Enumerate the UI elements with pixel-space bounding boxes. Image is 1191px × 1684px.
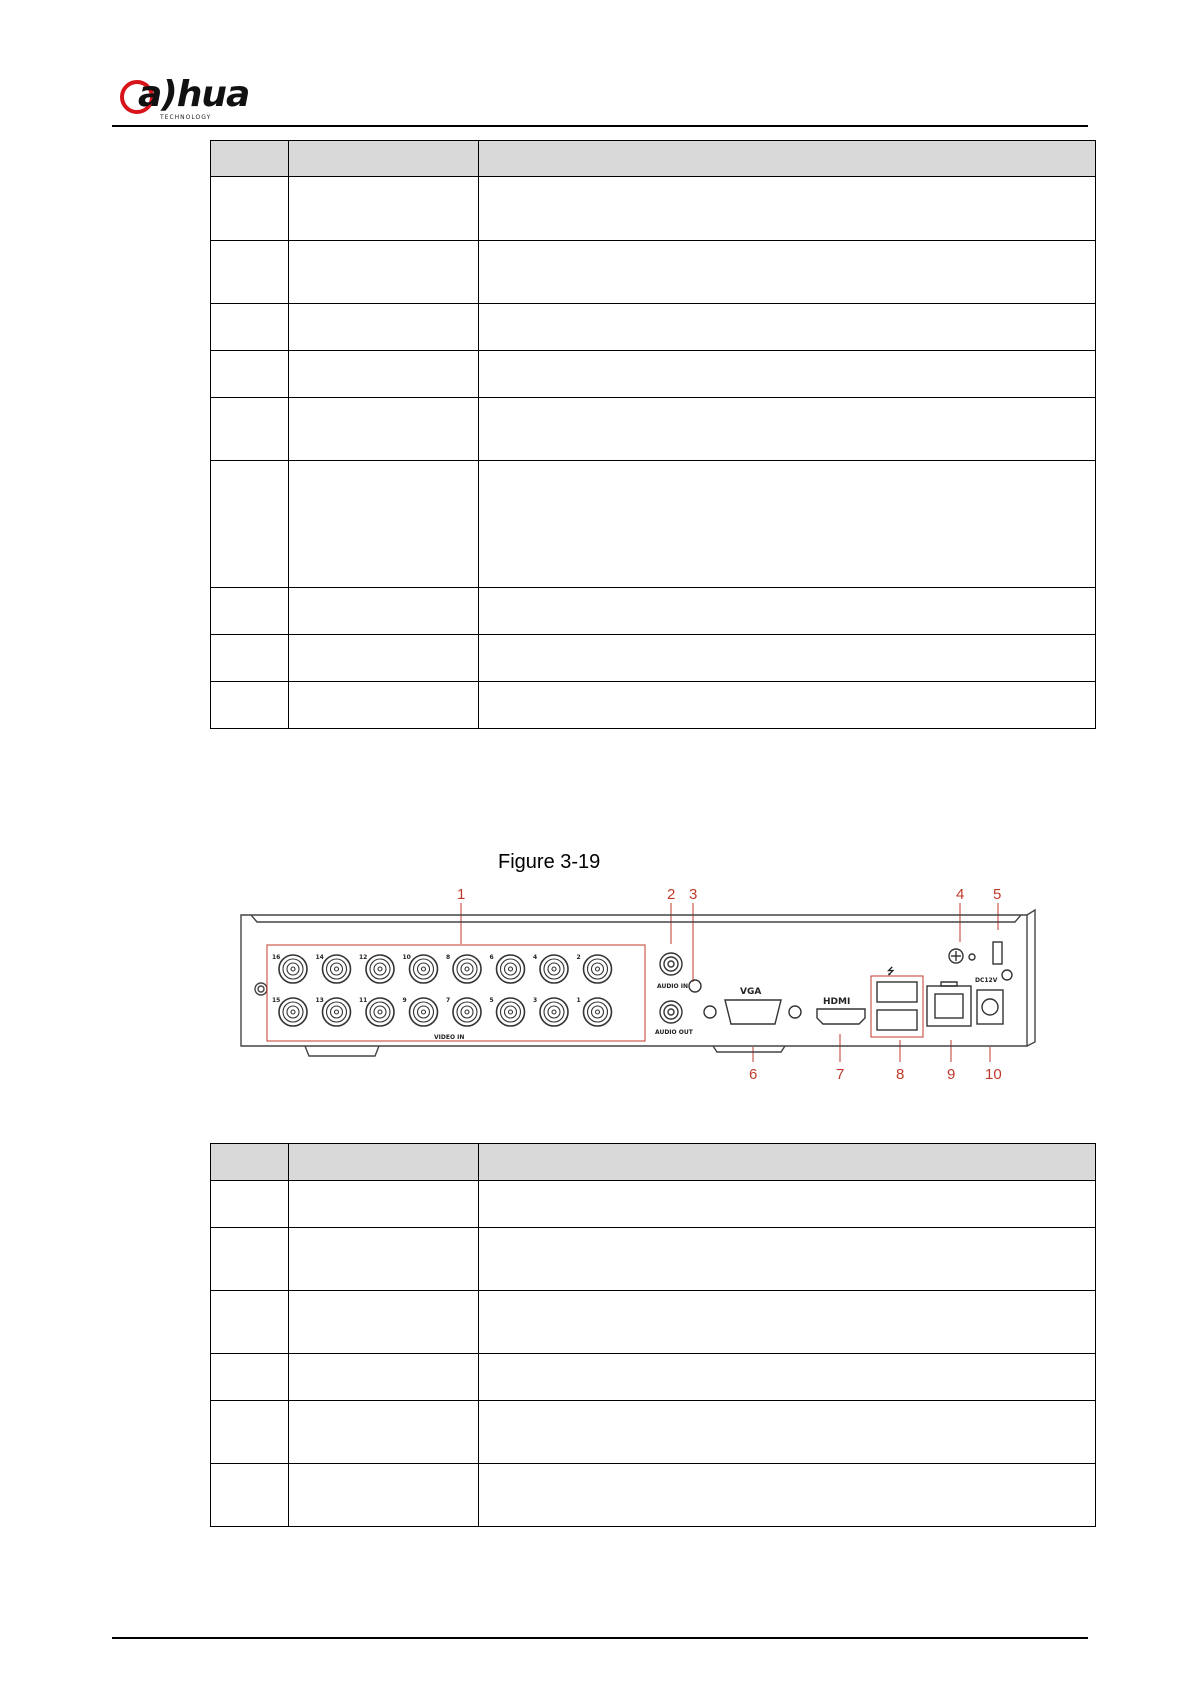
callout-10: 10: [985, 1066, 1002, 1083]
table-row: [211, 398, 1096, 461]
cell: [211, 177, 289, 241]
cell: [211, 682, 289, 729]
bnc-channel-number: 15: [272, 997, 281, 1004]
figure-caption: Figure 3-19: [498, 851, 601, 873]
bnc-channel-number: 9: [402, 997, 407, 1004]
cell: [289, 1401, 479, 1464]
table-row: [211, 177, 1096, 241]
cell: [289, 1354, 479, 1401]
bnc-connector-icon: [422, 1010, 426, 1014]
header-cell: [211, 141, 289, 177]
bnc-connector-icon: [335, 1010, 339, 1014]
cell: [289, 461, 479, 588]
logo-text: a)hua: [138, 74, 250, 115]
bnc-connector-icon: [596, 967, 600, 971]
bnc-connector-icon: [457, 959, 477, 979]
dahua-logo: [120, 74, 260, 122]
cell: [211, 1401, 289, 1464]
table-row: [211, 1354, 1096, 1401]
header-cell: [289, 141, 479, 177]
cell: [211, 1228, 289, 1291]
bnc-connector-icon: [287, 1006, 299, 1018]
vga-label: VGA: [740, 987, 762, 997]
bnc-connector-icon: [287, 963, 299, 975]
cell: [479, 1401, 1096, 1464]
table-row: [211, 1291, 1096, 1354]
bnc-connector-icon: [414, 1002, 434, 1022]
table-row: [211, 241, 1096, 304]
video-in-label: VIDEO IN: [434, 1034, 465, 1041]
cell: [289, 351, 479, 398]
hdmi-label: HDMI: [823, 997, 851, 1007]
bnc-connector-icon: [548, 1006, 560, 1018]
audio-in-label: AUDIO IN: [657, 983, 688, 990]
bnc-connector-icon: [418, 1006, 430, 1018]
cell: [479, 461, 1096, 588]
usb-icon: ⭍: [887, 967, 895, 977]
bnc-connector-icon: [592, 963, 604, 975]
callout-2: 2: [667, 886, 676, 903]
cell: [211, 1354, 289, 1401]
bnc-connector-icon: [465, 967, 469, 971]
cell: [289, 1464, 479, 1527]
cell: [211, 461, 289, 588]
bnc-connector-icon: [548, 963, 560, 975]
bnc-connector-icon: [544, 1002, 564, 1022]
bnc-connector-icon: [335, 967, 339, 971]
bnc-connector-icon: [588, 959, 608, 979]
bnc-connector-icon: [509, 967, 513, 971]
hdmi-port: [817, 1009, 865, 1024]
bnc-channel-number: 1: [576, 997, 581, 1004]
bnc-connector-icon: [291, 967, 295, 971]
cell: [479, 351, 1096, 398]
bnc-connector-icon: [457, 1002, 477, 1022]
cell: [479, 1181, 1096, 1228]
callout-1: 1: [457, 886, 466, 903]
cell: [479, 241, 1096, 304]
usb-ports: [877, 982, 917, 1030]
cell: [289, 588, 479, 635]
callout-5: 5: [993, 886, 1002, 903]
cell: [289, 682, 479, 729]
cell: [289, 398, 479, 461]
cell: [289, 1291, 479, 1354]
cell: [211, 304, 289, 351]
cell: [479, 1228, 1096, 1291]
ground-screw: [949, 949, 975, 963]
callout-6: 6: [749, 1066, 758, 1083]
bnc-connector-icon: [414, 959, 434, 979]
bnc-connector-icon: [327, 959, 347, 979]
bnc-channel-number: 14: [315, 954, 324, 961]
cell: [479, 1291, 1096, 1354]
bnc-connector-icon: [331, 1006, 343, 1018]
table-row: [211, 1464, 1096, 1527]
usb-group: [871, 976, 923, 1037]
cell: [211, 635, 289, 682]
bnc-connector-icon: [505, 1006, 517, 1018]
cell: [211, 1464, 289, 1527]
callout-7: 7: [836, 1066, 845, 1083]
cell: [289, 241, 479, 304]
bnc-connector-icon: [374, 963, 386, 975]
bnc-connector-icon: [552, 967, 556, 971]
bnc-connector-icon: [291, 1010, 295, 1014]
audio-out-label: AUDIO OUT: [655, 1029, 693, 1036]
bnc-channel-number: 4: [533, 954, 538, 961]
bnc-channel-number: 3: [533, 997, 538, 1004]
bnc-connector-icon: [501, 959, 521, 979]
bnc-connector-icon: [378, 1010, 382, 1014]
cell: [289, 1228, 479, 1291]
cell: [211, 1181, 289, 1228]
bnc-connector-icon: [378, 967, 382, 971]
footer-rule: [112, 1637, 1088, 1639]
bnc-connector-icon: [509, 1010, 513, 1014]
cell: [289, 304, 479, 351]
cell: [211, 398, 289, 461]
bnc-connector-icon: [552, 1010, 556, 1014]
table-2: [210, 1143, 1096, 1527]
cell: [289, 635, 479, 682]
bnc-channel-number: 7: [446, 997, 451, 1004]
callout-9: 9: [947, 1066, 956, 1083]
bnc-connector-icon: [501, 1002, 521, 1022]
table-row: [211, 351, 1096, 398]
logo-subtext: TECHNOLOGY: [160, 114, 212, 121]
table-1: [210, 140, 1096, 729]
cell: [479, 635, 1096, 682]
callout-4: 4: [956, 886, 965, 903]
cell: [479, 398, 1096, 461]
cell: [211, 1291, 289, 1354]
cell: [479, 588, 1096, 635]
page-header: [112, 70, 1087, 126]
bnc-connector-icon: [588, 1002, 608, 1022]
table-row: [211, 682, 1096, 729]
bnc-connector-icon: [370, 959, 390, 979]
cell: [479, 682, 1096, 729]
header-cell: [479, 1144, 1096, 1181]
bnc-connector-icon: [283, 1002, 303, 1022]
rear-panel-figure: [235, 882, 1045, 1092]
bnc-channel-number: 16: [272, 954, 281, 961]
cell: [211, 351, 289, 398]
cell: [289, 1181, 479, 1228]
callout-3: 3: [689, 886, 698, 903]
cell: [211, 241, 289, 304]
bnc-connector-icon: [327, 1002, 347, 1022]
power-switch: [993, 942, 1002, 964]
vga-port: [704, 1000, 801, 1024]
bnc-connector-icon: [592, 1006, 604, 1018]
bnc-connector-icon: [283, 959, 303, 979]
bnc-connector-icon: [465, 1010, 469, 1014]
table-row: [211, 1401, 1096, 1464]
bnc-channel-number: 10: [402, 954, 411, 961]
chassis-outline: [241, 910, 1035, 1056]
bnc-connector-icon: [596, 1010, 600, 1014]
bnc-connector-icon: [370, 1002, 390, 1022]
table-row: [211, 461, 1096, 588]
bnc-channel-number: 6: [489, 954, 494, 961]
cell: [479, 1464, 1096, 1527]
callout-8: 8: [896, 1066, 905, 1083]
bnc-connector-icon: [544, 959, 564, 979]
bnc-connectors: [272, 954, 612, 1026]
table-header-row: [211, 1144, 1096, 1181]
table-row: [211, 1228, 1096, 1291]
bnc-channel-number: 5: [489, 997, 494, 1004]
cell: [211, 588, 289, 635]
table-header-row: [211, 141, 1096, 177]
table-row: [211, 1181, 1096, 1228]
table-row: [211, 635, 1096, 682]
header-cell: [479, 141, 1096, 177]
cell: [289, 177, 479, 241]
bnc-channel-number: 12: [359, 954, 368, 961]
bnc-connector-icon: [461, 1006, 473, 1018]
header-rule: [112, 125, 1088, 127]
dc-label: DC12V: [975, 977, 998, 984]
cell: [479, 304, 1096, 351]
table-row: [211, 304, 1096, 351]
table-row: [211, 588, 1096, 635]
bnc-connector-icon: [422, 967, 426, 971]
header-cell: [211, 1144, 289, 1181]
header-cell: [289, 1144, 479, 1181]
bnc-connector-icon: [461, 963, 473, 975]
bnc-connector-icon: [331, 963, 343, 975]
network-port: [927, 982, 971, 1026]
bnc-channel-number: 11: [359, 997, 368, 1004]
bnc-channel-number: 8: [446, 954, 451, 961]
bnc-connector-icon: [418, 963, 430, 975]
bnc-connector-icon: [374, 1006, 386, 1018]
cell: [479, 1354, 1096, 1401]
bnc-connector-icon: [505, 963, 517, 975]
cell: [479, 177, 1096, 241]
bnc-channel-number: 13: [315, 997, 324, 1004]
bnc-channel-number: 2: [576, 954, 581, 961]
